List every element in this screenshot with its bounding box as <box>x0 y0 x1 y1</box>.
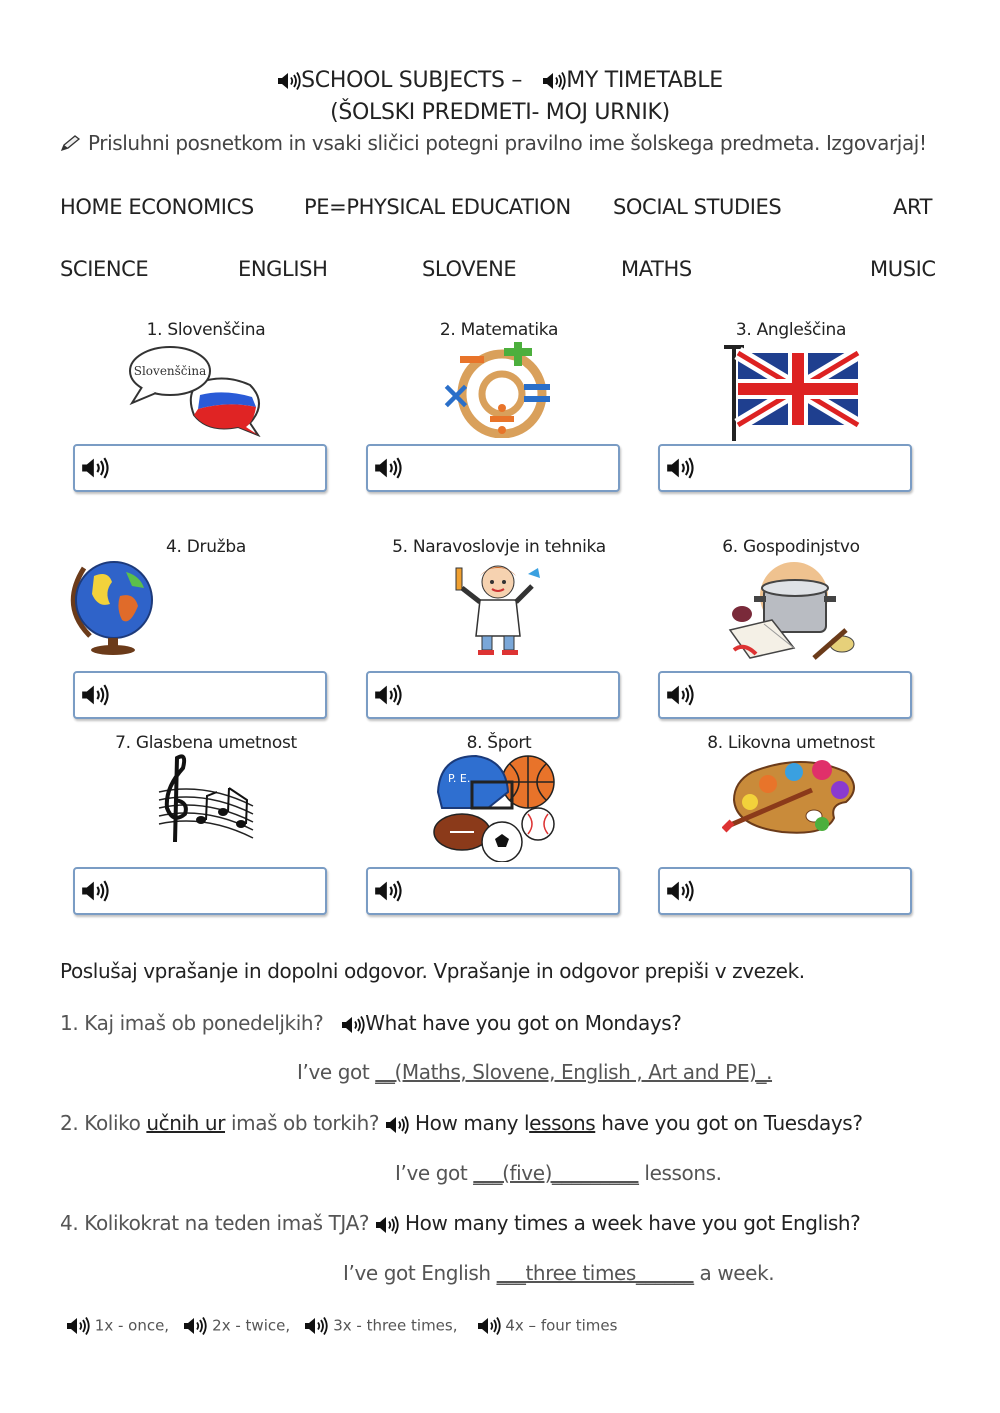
speaker-icon[interactable] <box>374 456 402 480</box>
card-caption: 8. Šport <box>466 733 532 753</box>
page-subtitle: (ŠOLSKI PREDMETI- MOJ URNIK) <box>330 100 670 125</box>
svg-text:×: × <box>440 373 472 417</box>
answer-2: I’ve got ___(five)_________ lessons. <box>395 1161 722 1185</box>
speaker-icon[interactable] <box>81 456 109 480</box>
question-2: 2. Koliko učnih ur imaš ob torkih? How many lessons have you got on Tuesdays? <box>60 1111 863 1135</box>
word-home-economics[interactable]: HOME ECONOMICS <box>60 195 254 219</box>
speech-bubbles-image <box>128 343 268 438</box>
card-caption: 7. Glasbena umetnost <box>115 733 297 753</box>
answer-drop-box[interactable] <box>73 444 327 492</box>
word-art[interactable]: ART <box>893 195 933 219</box>
speaker-icon[interactable] <box>375 1215 399 1235</box>
card-caption: 3. Angleščina <box>735 320 847 340</box>
answer-1-fill[interactable]: __(Maths, Slovene, English , Art and PE)_. <box>375 1060 773 1084</box>
answer-drop-box[interactable] <box>73 671 327 719</box>
word-english[interactable]: ENGLISH <box>238 257 328 281</box>
answer-drop-box[interactable] <box>658 671 912 719</box>
word-science[interactable]: SCIENCE <box>60 257 149 281</box>
paint-palette-image <box>722 756 862 838</box>
cooking-pot-image <box>724 558 864 664</box>
question-4: 4. Kolikokrat na teden imaš TJA? How many times a week have you got English? <box>60 1211 861 1235</box>
word-social-studies[interactable]: SOCIAL STUDIES <box>613 195 782 219</box>
answer-drop-box[interactable] <box>658 867 912 915</box>
card-caption: 4. Družba <box>166 537 246 557</box>
card-caption: 6. Gospodinjstvo <box>722 537 860 557</box>
card-caption: 2. Matematika <box>439 320 559 340</box>
speaker-icon[interactable] <box>66 1316 90 1336</box>
card-caption: 8. Likovna umetnost <box>707 733 875 753</box>
speaker-icon[interactable] <box>374 879 402 903</box>
word-music[interactable]: MUSIC <box>870 257 936 281</box>
card-caption: 5. Naravoslovje in tehnika <box>392 537 606 557</box>
speaker-icon[interactable] <box>666 456 694 480</box>
speaker-icon[interactable] <box>666 879 694 903</box>
scientist-image <box>448 558 548 656</box>
answer-4-fill[interactable]: ___three times______ <box>496 1261 694 1285</box>
answer-drop-box[interactable] <box>658 444 912 492</box>
speaker-icon[interactable] <box>385 1115 409 1135</box>
instruction: Prisluhni posnetkom in vsaki sličici potegni pravilno ime šolskega predmeta. Izgovarjaj! <box>60 131 927 155</box>
word-slovene[interactable]: SLOVENE <box>422 257 517 281</box>
answer-2-fill[interactable]: ___(five)_________ <box>473 1161 639 1185</box>
speaker-icon[interactable] <box>81 879 109 903</box>
word-maths[interactable]: MATHS <box>621 257 692 281</box>
speaker-icon[interactable] <box>81 683 109 707</box>
svg-text:Slovenščina: Slovenščina <box>133 364 207 378</box>
answer-1: I’ve got __(Maths, Slovene, English , Art and PE)_. <box>297 1060 773 1084</box>
math-symbols-image <box>440 342 560 438</box>
speaker-icon[interactable] <box>304 1316 328 1336</box>
svg-text:P. E.: P. E. <box>448 772 471 785</box>
answer-drop-box[interactable] <box>366 444 620 492</box>
question-1: 1. Kaj imaš ob ponedeljkih? What have you got on Mondays? <box>60 1011 682 1035</box>
frequency-note: 1x - once, 2x - twice, 3x - three times, 4x – four times <box>66 1316 617 1336</box>
card-caption: 1. Slovenščina <box>146 320 266 340</box>
answer-drop-box[interactable] <box>73 867 327 915</box>
page-title: SCHOOL SUBJECTS – MY TIMETABLE <box>0 68 1000 93</box>
speaker-icon[interactable] <box>183 1316 207 1336</box>
answer-drop-box[interactable] <box>366 671 620 719</box>
pencil-icon <box>60 134 82 152</box>
section-heading: Poslušaj vprašanje in dopolni odgovor. Vprašanje in odgovor prepiši v zvezek. <box>60 959 805 983</box>
music-notes-image <box>155 752 257 846</box>
speaker-icon[interactable] <box>341 1015 365 1035</box>
speaker-icon[interactable] <box>277 71 301 91</box>
sports-balls-image <box>432 752 562 862</box>
globe-image <box>64 556 160 656</box>
speaker-icon[interactable] <box>542 71 566 91</box>
answer-drop-box[interactable] <box>366 867 620 915</box>
speaker-icon[interactable] <box>477 1316 501 1336</box>
union-jack-flag-image <box>724 343 864 443</box>
speaker-icon[interactable] <box>666 683 694 707</box>
word-pe[interactable]: PE=PHYSICAL EDUCATION <box>304 195 571 219</box>
answer-4: I’ve got English ___three times______ a week. <box>343 1261 775 1285</box>
speaker-icon[interactable] <box>374 683 402 707</box>
